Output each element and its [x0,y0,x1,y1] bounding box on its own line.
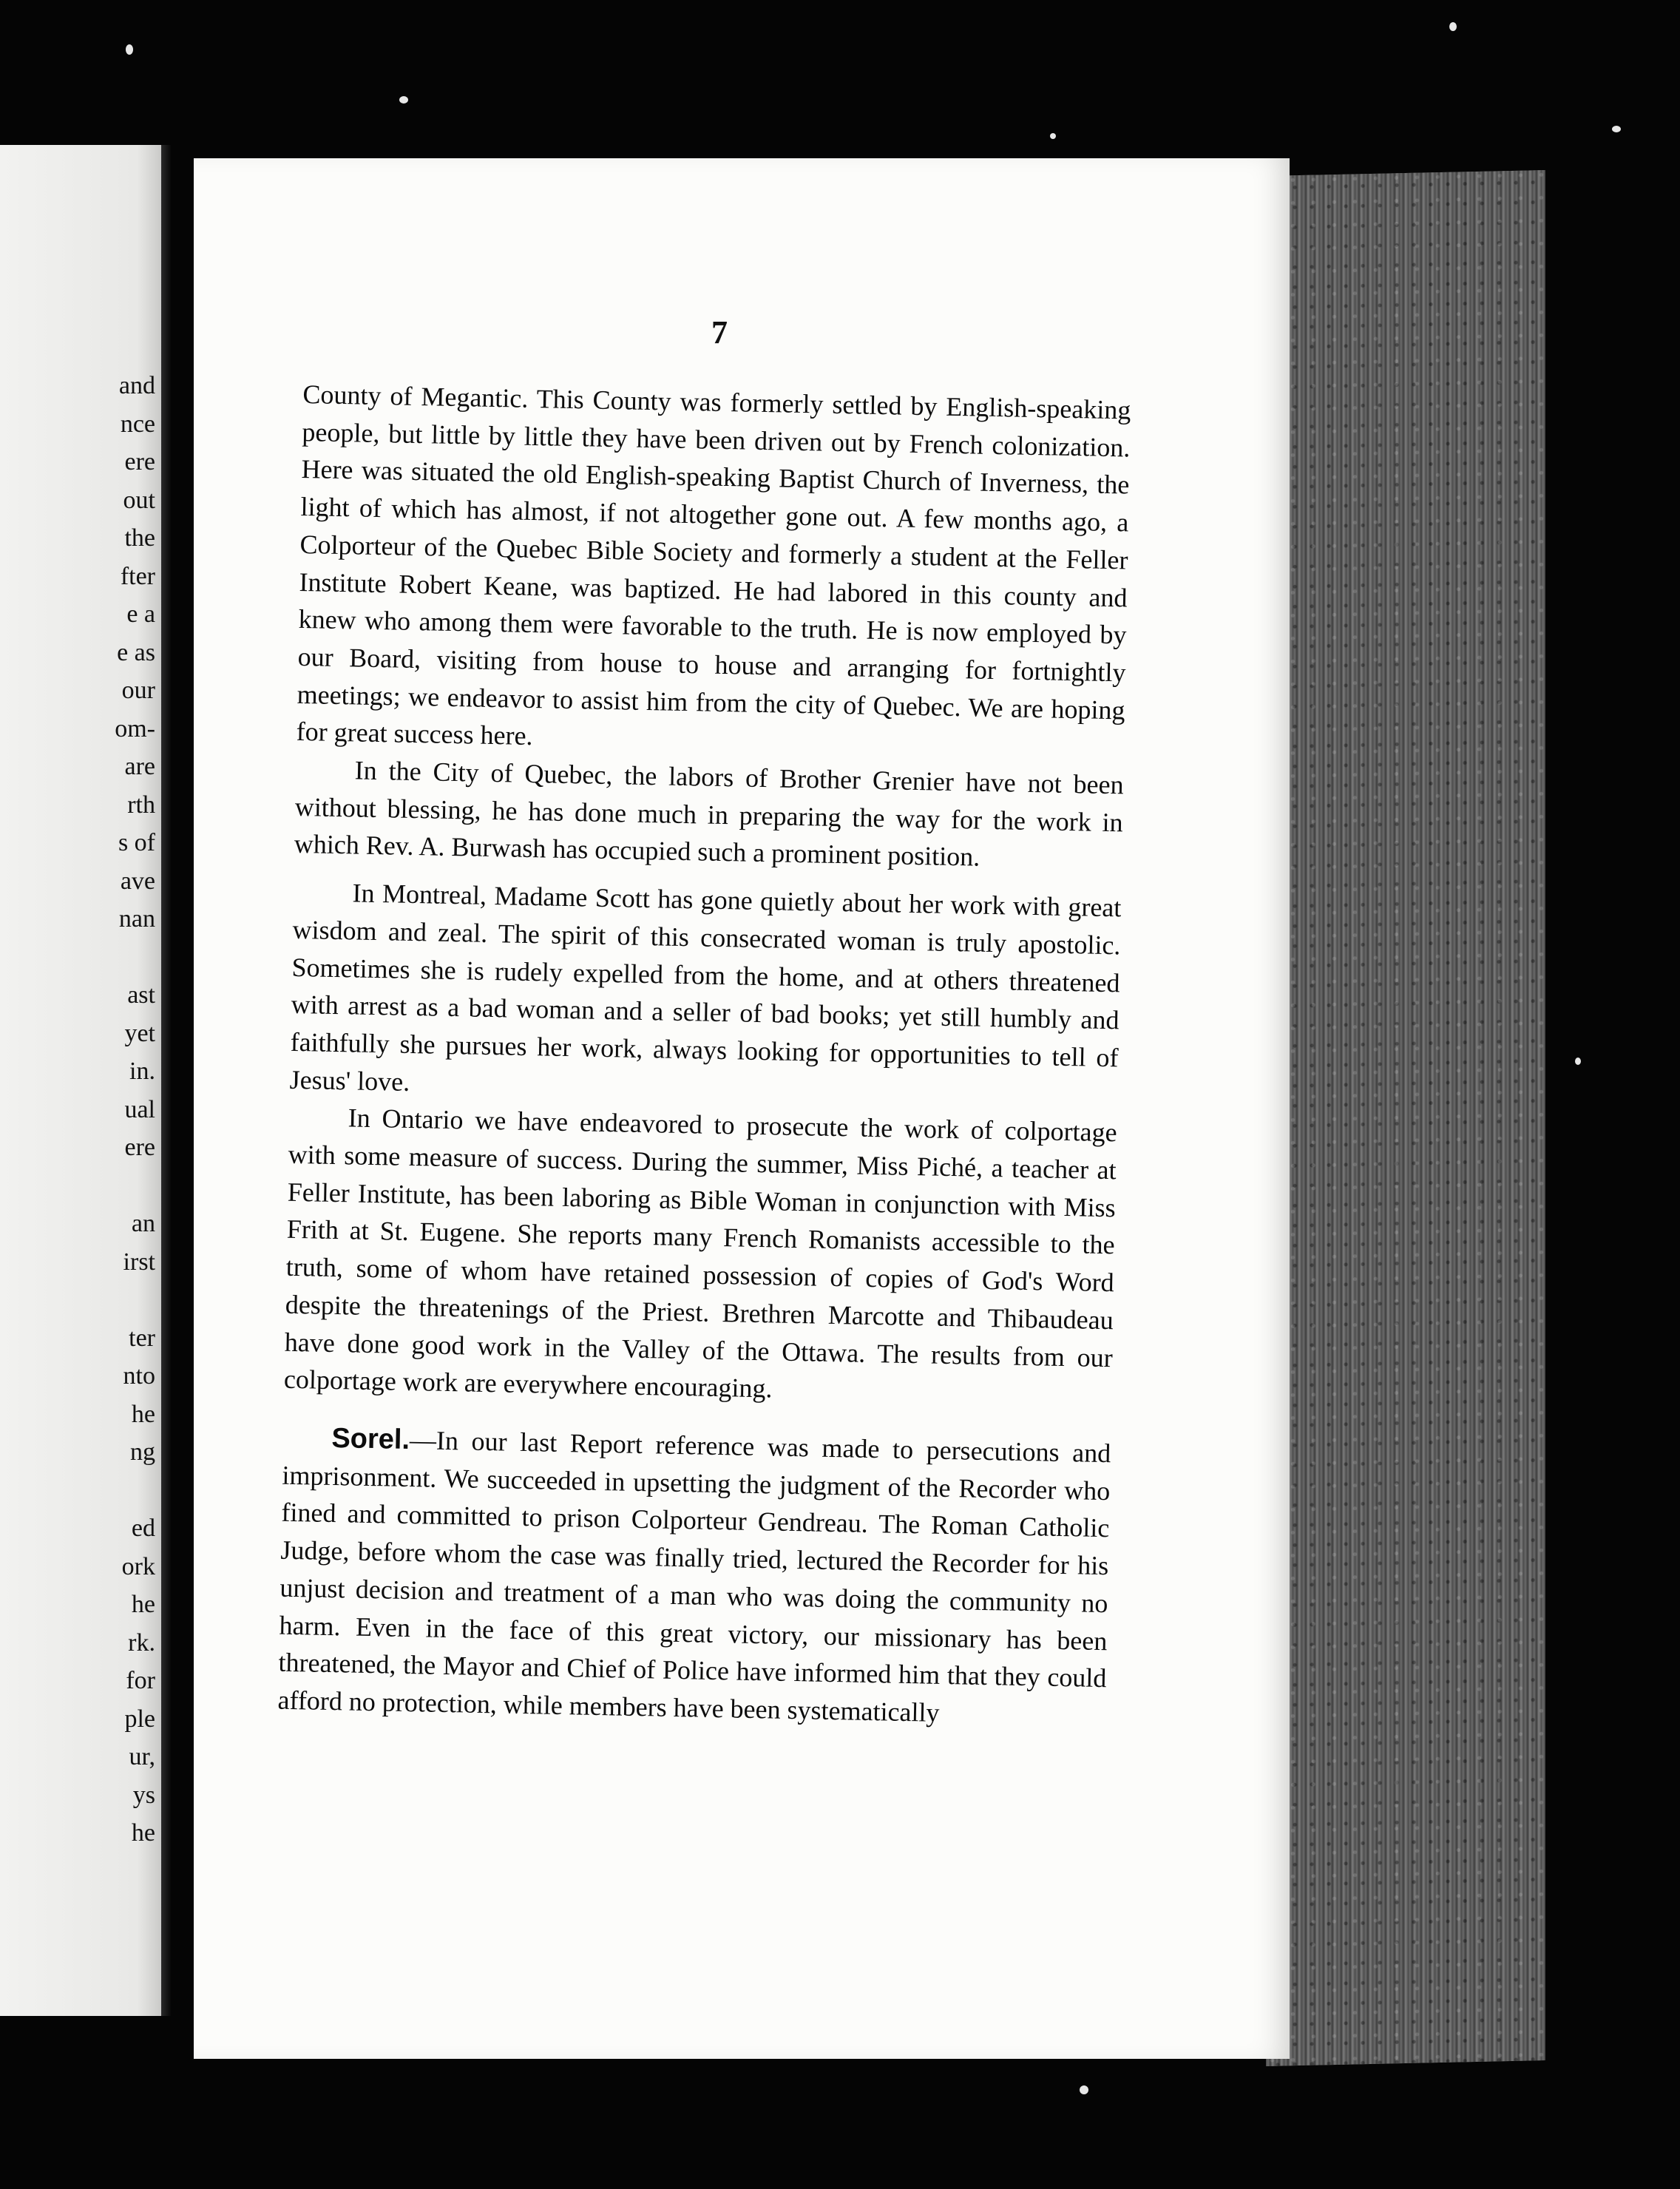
left-page-fragment: yet [124,1019,155,1047]
dust-speck [1050,133,1056,139]
left-page-fragment: ple [124,1705,155,1733]
left-page-fragment: om- [115,714,155,742]
left-page-fragment: for [126,1667,155,1694]
paragraph-quebec: In the City of Quebec, the labors of Brother Grenier have not been without blessing, he has done much in preparing the way for the work in which Rev. A. Burwash has occupied such a prominent position. [294,755,1124,873]
dust-speck [126,44,133,55]
left-page-fragment: s of [118,829,155,856]
left-page-fragment: ed [131,1515,155,1542]
left-page-fragment: rk. [128,1628,155,1657]
left-page-fragment: the [124,524,155,552]
left-page [0,145,172,2016]
left-page-fragment: ere [124,1134,155,1161]
paragraph-ontario: In Ontario we have endeavored to prosecute the work of colportage with some measure of success. During the summer, Miss Piché, a teacher at Feller Institute, has been laboring as Bible Woman in conjunction with Miss Frith at St. Eugene. She reports many French Romanists accessible to the truth, some of whom have retained possession of copies of God's Word despite the threatenings of the Priest. Brethren Marcotte and Thibaudeau have done good work in the Valley of the Ottawa. The results from our colportage work are everywhere encouraging. [283,1103,1117,1404]
left-page-fragment: ng [130,1438,155,1466]
left-page-fragment: and [118,372,155,399]
left-page-fragment: e as [117,638,155,666]
section-heading-sorel: Sorel. [331,1422,410,1456]
left-page-fragment: he [131,1400,155,1428]
dust-speck [1449,22,1457,31]
left-page-fragment: nan [118,905,155,933]
left-page-fragment: ys [132,1781,155,1809]
left-page-fragment: out [123,486,155,514]
left-page-fragment: in. [129,1058,155,1085]
dust-speck [1612,126,1621,132]
left-page-fragment: our [121,677,155,704]
left-page-fragment: nce [120,410,155,438]
left-page-fragment: rth [127,791,155,819]
left-page-fragment: are [124,753,155,780]
left-page-fragment: fter [120,562,155,590]
page-number: 7 [711,314,728,351]
left-page-fragment: he [131,1591,155,1618]
left-page-fragment: ork [121,1552,155,1580]
left-page-fragment: ast [127,981,155,1009]
left-page-fragment: he [131,1819,155,1847]
left-page-fragment: nto [123,1362,155,1390]
sorel-text: —In our last Report reference was made to persecutions and imprisonment. We succeeded in upsetting the judgment of the Recorder who fined and committed to prison Colporteur Gendreau. The Roman Catholic Judge, before whom the case was finally tried, lectured the Recorder for his unjust decision and treatment of a man who was doing the community no harm. Even in the face of this great victory, our missionary has been threatened, the Mayor and Chief of Police have informed him that they could afford no protection, while members have been systematically [277,1425,1111,1728]
dust-speck [1080,2085,1088,2094]
left-page-fragment: ave [120,867,155,895]
dust-speck [1575,1058,1581,1065]
paragraph-megantic: County of Megantic. This County was formerly settled by English-speaking people, but little by little they have been driven out by French colonization. Here was situated the old English-speaking Baptist Church of Inverness, the light of which has almost, if not altogether gone out. A few months ago, a Colporteur of the Quebec Bible Society and formerly a student at the Feller Institute Robert Keane, was baptized. He had labored in this county and knew who among them were favorable to the truth. He is now employed by our Board, visiting from house to house and arranging for fortnightly meetings; we endeavor to assist him from the city of Quebec. We are hoping for great success here. [296,379,1131,751]
paragraph-sorel [277,1419,1111,1735]
dust-speck [399,96,408,104]
left-page-fragment: e a [126,600,155,628]
left-page-fragment: an [131,1210,155,1237]
left-page-fragment: ual [124,1095,155,1123]
left-page-fragment: ter [129,1324,155,1352]
body-text [277,376,1131,1735]
left-page-fragment: irst [123,1248,155,1276]
book-fore-edge [1266,170,1545,2066]
left-page-fragment: ere [124,448,155,476]
gutter-shadow [161,145,172,2016]
left-page-fragment: ur, [129,1743,155,1770]
paragraph-montreal: In Montreal, Madame Scott has gone quietly about her work with great wisdom and zeal. The spirit of this consecrated woman is truly apostolic. Sometimes she is rudely expelled from the home, and at others threatened with arrest as a bad woman and a seller of bad books; yet still humbly and faithfully she pursues her work, always looking for opportunities to tell of Jesus' love. [289,878,1122,1097]
